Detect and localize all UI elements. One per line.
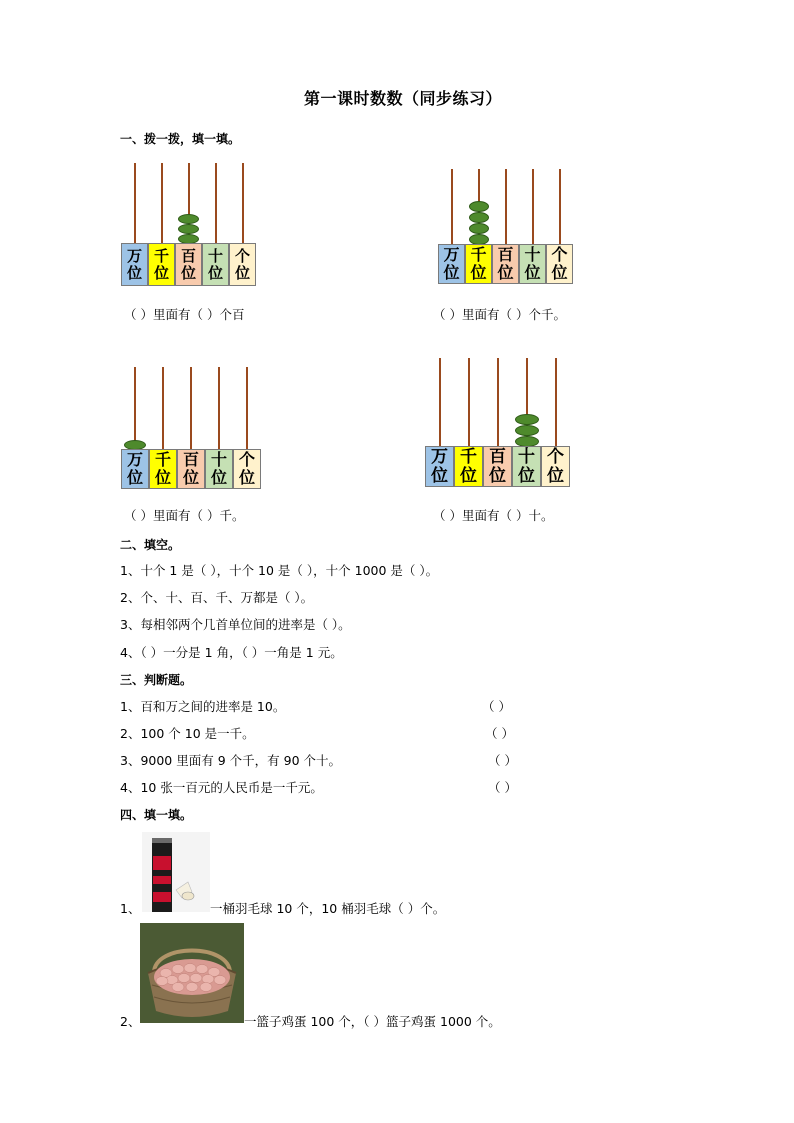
abacus-rod-qian [162,367,164,449]
abacus-3-question: （ ）里面有（ ）千。 [124,508,245,523]
place-label-top: 千 [470,245,487,265]
judge-4-bracket: （ ） [488,780,517,795]
section-2-heading: 二、填空。 [120,538,181,552]
place-label-top: 万 [443,245,460,265]
place-label-bottom: 位 [547,465,564,486]
fill-in-3: 3、每相邻两个几首单位间的进率是（ ）。 [120,617,351,632]
place-label-top: 万 [126,450,143,470]
place-label-top: 百 [489,446,506,467]
abacus-3 [121,367,261,489]
abacus-rod-ge [242,163,244,243]
abacus-bead-qian [469,201,489,212]
abacus-place-label-shi [512,446,541,487]
judge-3-bracket: （ ） [488,753,517,768]
place-label-top: 万 [126,247,142,265]
judge-2-bracket: （ ） [485,726,514,741]
place-label-bottom: 位 [207,263,223,282]
abacus-rod-wan [134,163,136,243]
abacus-rod-ge [559,169,561,244]
place-label-top: 百 [182,450,199,470]
place-label-top: 千 [153,247,169,265]
abacus-place-label-shi [205,449,233,489]
place-label-top: 个 [238,450,255,470]
fill-in-4: 4、（ ）一分是 1 角，（ ）一角是 1 元。 [120,645,343,660]
abacus-place-label-wan [121,243,148,286]
abacus-place-label-ge [546,244,573,284]
place-label-top: 个 [547,446,564,467]
place-label-bottom: 位 [126,263,142,282]
place-label-top: 百 [180,247,196,265]
abacus-place-label-wan [438,244,465,284]
abacus-place-label-qian [148,243,175,286]
place-label-bottom: 位 [238,468,255,487]
abacus-rod-qian [468,358,470,446]
abacus-rod-wan [134,367,136,449]
place-label-top: 个 [234,247,250,265]
abacus-place-label-shi [202,243,229,286]
abacus-rod-bai [190,367,192,449]
fill-pic-1-text: 一桶羽毛球 10 个，10 桶羽毛球（ ）个。 [210,901,446,916]
place-label-bottom: 位 [518,465,535,486]
abacus-place-label-ge [229,243,256,286]
abacus-bead-qian [469,212,489,223]
place-label-bottom: 位 [431,465,448,486]
place-label-bottom: 位 [443,263,460,282]
judge-2-text: 2、100 个 10 是一千。 [120,726,255,741]
abacus-place-label-ge [541,446,570,487]
fill-in-2: 2、个、十、百、千、万都是（ ）。 [120,590,314,605]
judge-4-text: 4、10 张一百元的人民币是一千元。 [120,780,323,795]
place-label-bottom: 位 [489,465,506,486]
section-4-heading: 四、填一填。 [120,808,193,822]
judge-3-text: 3、9000 里面有 9 个千，有 90 个十。 [120,753,341,768]
abacus-1-question: （ ）里面有（ ）个百 [124,307,245,322]
place-label-bottom: 位 [180,263,196,282]
abacus-rod-bai [497,358,499,446]
judge-1-text: 1、百和万之间的进率是 10。 [120,699,286,714]
place-label-top: 十 [207,247,223,265]
abacus-2-question: （ ）里面有（ ）个千。 [433,307,566,322]
place-label-top: 十 [524,245,541,265]
abacus-bead-qian [469,223,489,234]
abacus-place-label-qian [465,244,492,284]
abacus-bead-shi [515,414,539,425]
fill-pic-1-num: 1、 [120,901,141,916]
egg-basket-image [140,923,244,1023]
abacus-place-label-bai [483,446,512,487]
abacus-rod-bai [505,169,507,244]
fill-pic-2-text: 一篮子鸡蛋 100 个，（ ）篮子鸡蛋 1000 个。 [244,1014,501,1029]
place-label-bottom: 位 [524,263,541,282]
shuttlecock-tube-image [142,832,210,912]
fill-pic-2-num: 2、 [120,1014,141,1029]
abacus-rod-shi [218,367,220,449]
fill-in-1: 1、十个 1 是（ ），十个 10 是（ ），十个 1000 是（ ）。 [120,563,439,578]
section-3-heading: 三、判断题。 [120,673,193,687]
place-label-top: 十 [210,450,227,470]
abacus-place-label-wan [121,449,149,489]
judge-1-bracket: （ ） [482,699,511,714]
abacus-bead-bai [178,214,199,224]
place-label-bottom: 位 [154,468,171,487]
place-label-bottom: 位 [551,263,568,282]
place-label-top: 千 [460,446,477,467]
abacus-bead-shi [515,425,539,436]
place-label-bottom: 位 [210,468,227,487]
place-label-bottom: 位 [234,263,250,282]
section-1-heading: 一、拨一拨，填一填。 [120,132,241,146]
place-label-top: 百 [497,245,514,265]
place-label-top: 千 [154,450,171,470]
abacus-place-label-bai [177,449,205,489]
abacus-rod-wan [451,169,453,244]
place-label-bottom: 位 [460,465,477,486]
abacus-bead-bai [178,224,199,234]
abacus-place-label-wan [425,446,454,487]
place-label-bottom: 位 [182,468,199,487]
page-title: 第一课时数数（同步练习） [304,89,503,108]
place-label-top: 十 [518,446,535,467]
abacus-4 [425,358,570,487]
place-label-bottom: 位 [153,263,169,282]
abacus-2 [438,169,573,284]
abacus-place-label-qian [149,449,177,489]
place-label-bottom: 位 [470,263,487,282]
abacus-place-label-shi [519,244,546,284]
abacus-rod-wan [439,358,441,446]
abacus-4-question: （ ）里面有（ ）十。 [433,508,554,523]
abacus-place-label-bai [492,244,519,284]
abacus-rod-ge [555,358,557,446]
abacus-1 [121,163,256,286]
abacus-place-label-qian [454,446,483,487]
abacus-rod-qian [161,163,163,243]
abacus-rod-ge [246,367,248,449]
place-label-top: 个 [551,245,568,265]
place-label-bottom: 位 [497,263,514,282]
abacus-rod-shi [215,163,217,243]
abacus-place-label-bai [175,243,202,286]
place-label-top: 万 [431,446,448,467]
abacus-place-label-ge [233,449,261,489]
abacus-rod-shi [532,169,534,244]
place-label-bottom: 位 [126,468,143,487]
